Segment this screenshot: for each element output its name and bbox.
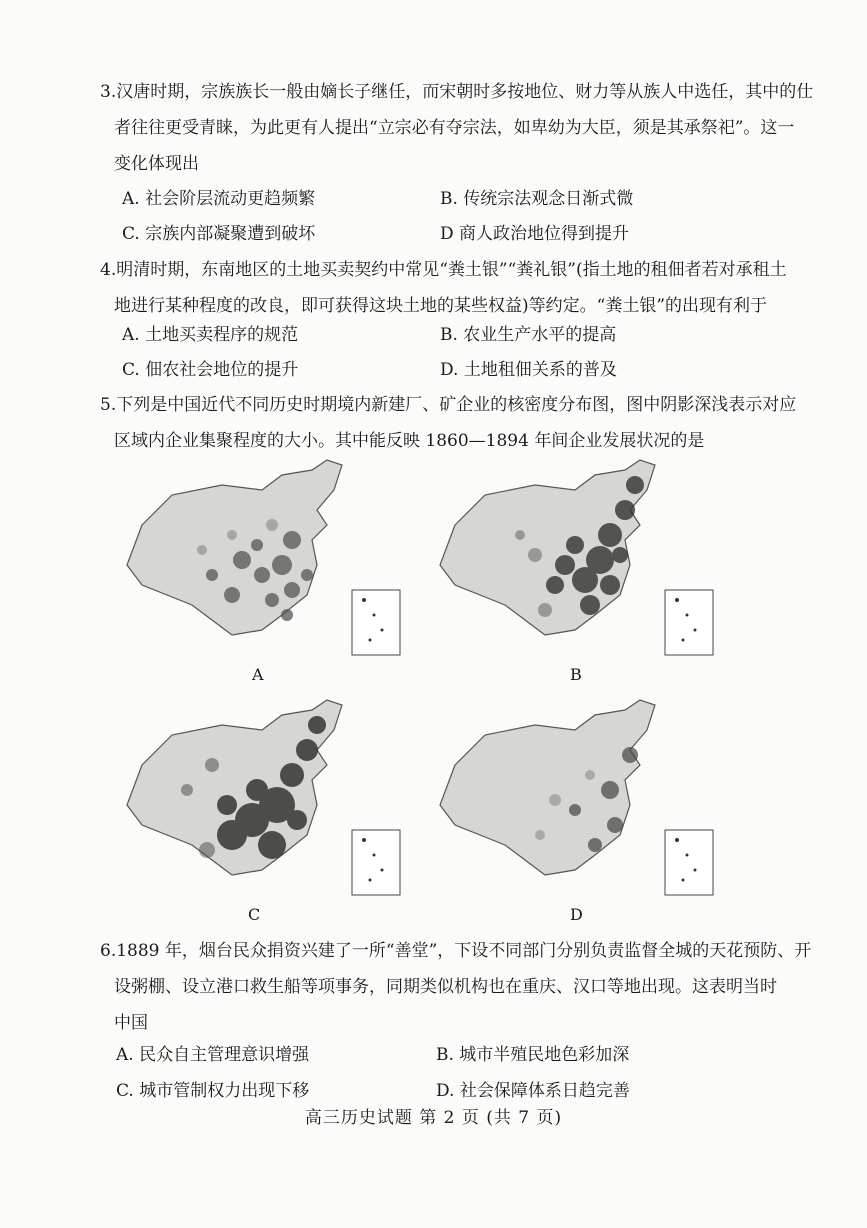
china-map-a [112, 455, 412, 665]
question-4-option-a: A. 土地买卖程序的规范 [122, 325, 299, 345]
china-map-d [425, 695, 725, 905]
question-3-line-3: 变化体现出 [114, 154, 199, 174]
map-option-a [112, 455, 412, 684]
question-3-option-d: D 商人政治地位得到提升 [440, 224, 630, 244]
question-6-option-b: B. 城市半殖民地色彩加深 [436, 1045, 630, 1065]
question-6-line-1: 6.1889 年，烟台民众捐资兴建了一所“善堂”，下设不同部门分别负责监督全城的天花预防、开 [100, 941, 812, 961]
question-4-line-1: 4.明清时期，东南地区的土地买卖契约中常见“粪土银”“粪礼银”(指土地的租佃者若对承租土 [100, 260, 787, 280]
question-3-option-c: C. 宗族内部凝聚遭到破坏 [122, 224, 316, 244]
question-4-option-d: D. 土地租佃关系的普及 [440, 360, 617, 380]
question-4-stem [100, 252, 790, 324]
question-3-line-1: 3.汉唐时期，宗族族长一般由嫡长子继任，而宋朝时多按地位、财力等从族人中选任，其中的仕 [100, 82, 814, 102]
china-map-c [112, 695, 412, 905]
question-3-option-a: A. 社会阶层流动更趋频繁 [122, 189, 316, 209]
map-label-c: C [248, 905, 261, 924]
question-3-line-2: 者往往更受青睐，为此更有人提出“立宗必有夺宗法，如卑幼为大臣，须是其承祭祀”。这一 [114, 118, 795, 138]
question-4-option-b: B. 农业生产水平的提高 [440, 325, 617, 345]
question-5-stem [100, 387, 797, 459]
map-label-d: D [570, 905, 583, 924]
map-option-c [112, 695, 412, 924]
china-map-b [425, 455, 725, 665]
question-3-stem [100, 74, 814, 182]
question-6-line-3: 中国 [114, 1013, 148, 1033]
question-6-line-2: 设粥棚、设立港口救生船等项事务，同期类似机构也在重庆、汉口等地出现。这表明当时 [114, 977, 777, 997]
page-footer: 高三历史试题 第 2 页 (共 7 页) [304, 1108, 563, 1128]
question-4-line-2: 地进行某种程度的改良，即可获得这块土地的某些权益)等约定。“粪土银”的出现有利于 [114, 296, 768, 316]
question-6-option-c: C. 城市管制权力出现下移 [116, 1081, 310, 1101]
question-5-line-2: 区域内企业集聚程度的大小。其中能反映 1860—1894 年间企业发展状况的是 [114, 431, 705, 451]
map-label-a: A [252, 665, 264, 684]
map-option-b [425, 455, 725, 684]
question-6-stem [100, 933, 812, 1041]
question-4-option-c: C. 佃农社会地位的提升 [122, 360, 299, 380]
question-6-option-d: D. 社会保障体系日趋完善 [436, 1081, 630, 1101]
question-5-line-1: 5.下列是中国近代不同历史时期境内新建厂、矿企业的核密度分布图，图中阴影深浅表示对应 [100, 395, 797, 415]
map-label-b: B [570, 665, 582, 684]
map-option-d [425, 695, 725, 924]
question-3-option-b: B. 传统宗法观念日渐式微 [440, 189, 634, 209]
question-6-option-a: A. 民众自主管理意识增强 [116, 1045, 310, 1065]
